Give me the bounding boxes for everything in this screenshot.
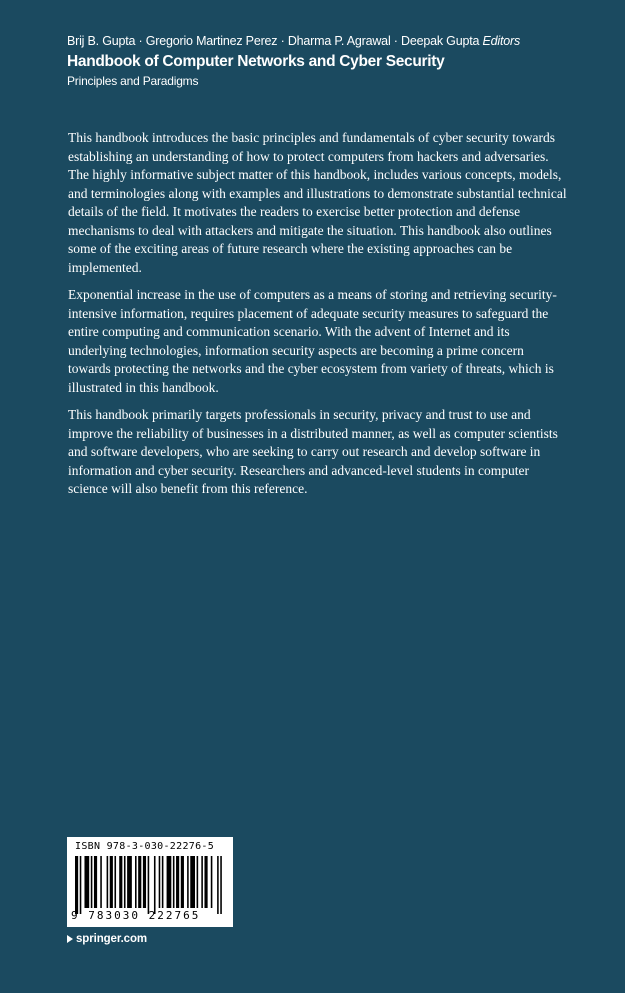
barcode-bar: [187, 856, 189, 908]
barcode-bar: [127, 856, 132, 908]
barcode-bar: [162, 856, 164, 908]
barcode-bar: [75, 856, 78, 914]
barcode-bar: [94, 856, 97, 908]
barcode-bar: [176, 856, 179, 908]
barcode-bar: [114, 856, 116, 908]
barcode-bar: [110, 856, 113, 908]
barcode-bar: [143, 856, 146, 908]
blurb-paragraph-2: Exponential increase in the use of computers as a means of storing and retrieving security-intensive information, requires placement of adequate security measures to safeguard the entire computing and communication scenario. With the advent of Internet and its underlying technologies, information security aspects are becoming a prime concern towards protecting the networks and the cyber ecosystem from variety of threats, which is illustrated in this handbook.: [68, 287, 557, 395]
barcode-bar: [181, 856, 184, 908]
barcode-bar: [138, 856, 141, 908]
barcode-bars: [75, 856, 225, 914]
author-names: Brij B. Gupta · Gregorio Martinez Perez · Dharma P. Agrawal · Deepak Gupta: [67, 34, 480, 48]
barcode-bar: [220, 856, 222, 914]
barcode-bar: [84, 856, 89, 908]
barcode-bar: [148, 856, 150, 914]
barcode-bar: [190, 856, 195, 908]
book-title: Handbook of Computer Networks and Cyber Security: [67, 53, 445, 70]
arrow-right-icon: [67, 935, 73, 943]
blurb-paragraph-3: This handbook primarily targets professionals in security, privacy and trust to use and improve the reliability of businesses in a distributed manner, as well as computer scientists and software developers, who are seeking to carry out research and develop software in information and cyber security. Researchers and advanced-level students in computer science will also benefit from this reference.: [68, 407, 558, 496]
barcode-bar: [217, 856, 219, 914]
barcode-bar: [173, 856, 175, 908]
publisher-link[interactable]: [67, 933, 147, 945]
barcode-bar: [204, 856, 207, 908]
isbn-barcode: [67, 837, 233, 927]
barcode-bar: [197, 856, 199, 908]
barcode-bar: [100, 856, 102, 908]
blurb: [68, 129, 568, 508]
author-line: [67, 33, 607, 49]
barcode-bar: [107, 856, 109, 908]
barcode-bar: [119, 856, 122, 908]
barcode-bar: [167, 856, 172, 908]
barcode-bar: [91, 856, 93, 908]
book-subtitle: Principles and Paradigms: [67, 74, 199, 88]
cover-header: [67, 33, 607, 89]
barcode-bar: [124, 856, 126, 908]
isbn-number: ISBN 978-3-030-22276-5: [75, 841, 215, 852]
barcode-bar: [211, 856, 213, 908]
editors-label: Editors: [482, 34, 521, 48]
barcode-bar: [80, 856, 82, 914]
blurb-paragraph-1: This handbook introduces the basic principles and fundamentals of cyber security towards establishing an understanding of how to protect computers from hackers and adversaries. The highly informative subject matter of this handbook, includes various concepts, models, and terminologies along with examples and illustrations to demonstrate substantial technical details of the field. It motivates the readers to exercise better protection and defense mechanisms to deal with attackers and mitigate the situation. This handbook also outlines some of the exciting areas of future research where the existing approaches can be implemented.: [68, 130, 567, 275]
barcode-bar: [154, 856, 156, 914]
ean-digits: 9 783030 222765: [71, 909, 201, 922]
barcode-bar: [135, 856, 137, 908]
barcode-bar: [201, 856, 203, 908]
publisher-url: springer.com: [76, 933, 148, 945]
barcode-bar: [159, 856, 161, 908]
